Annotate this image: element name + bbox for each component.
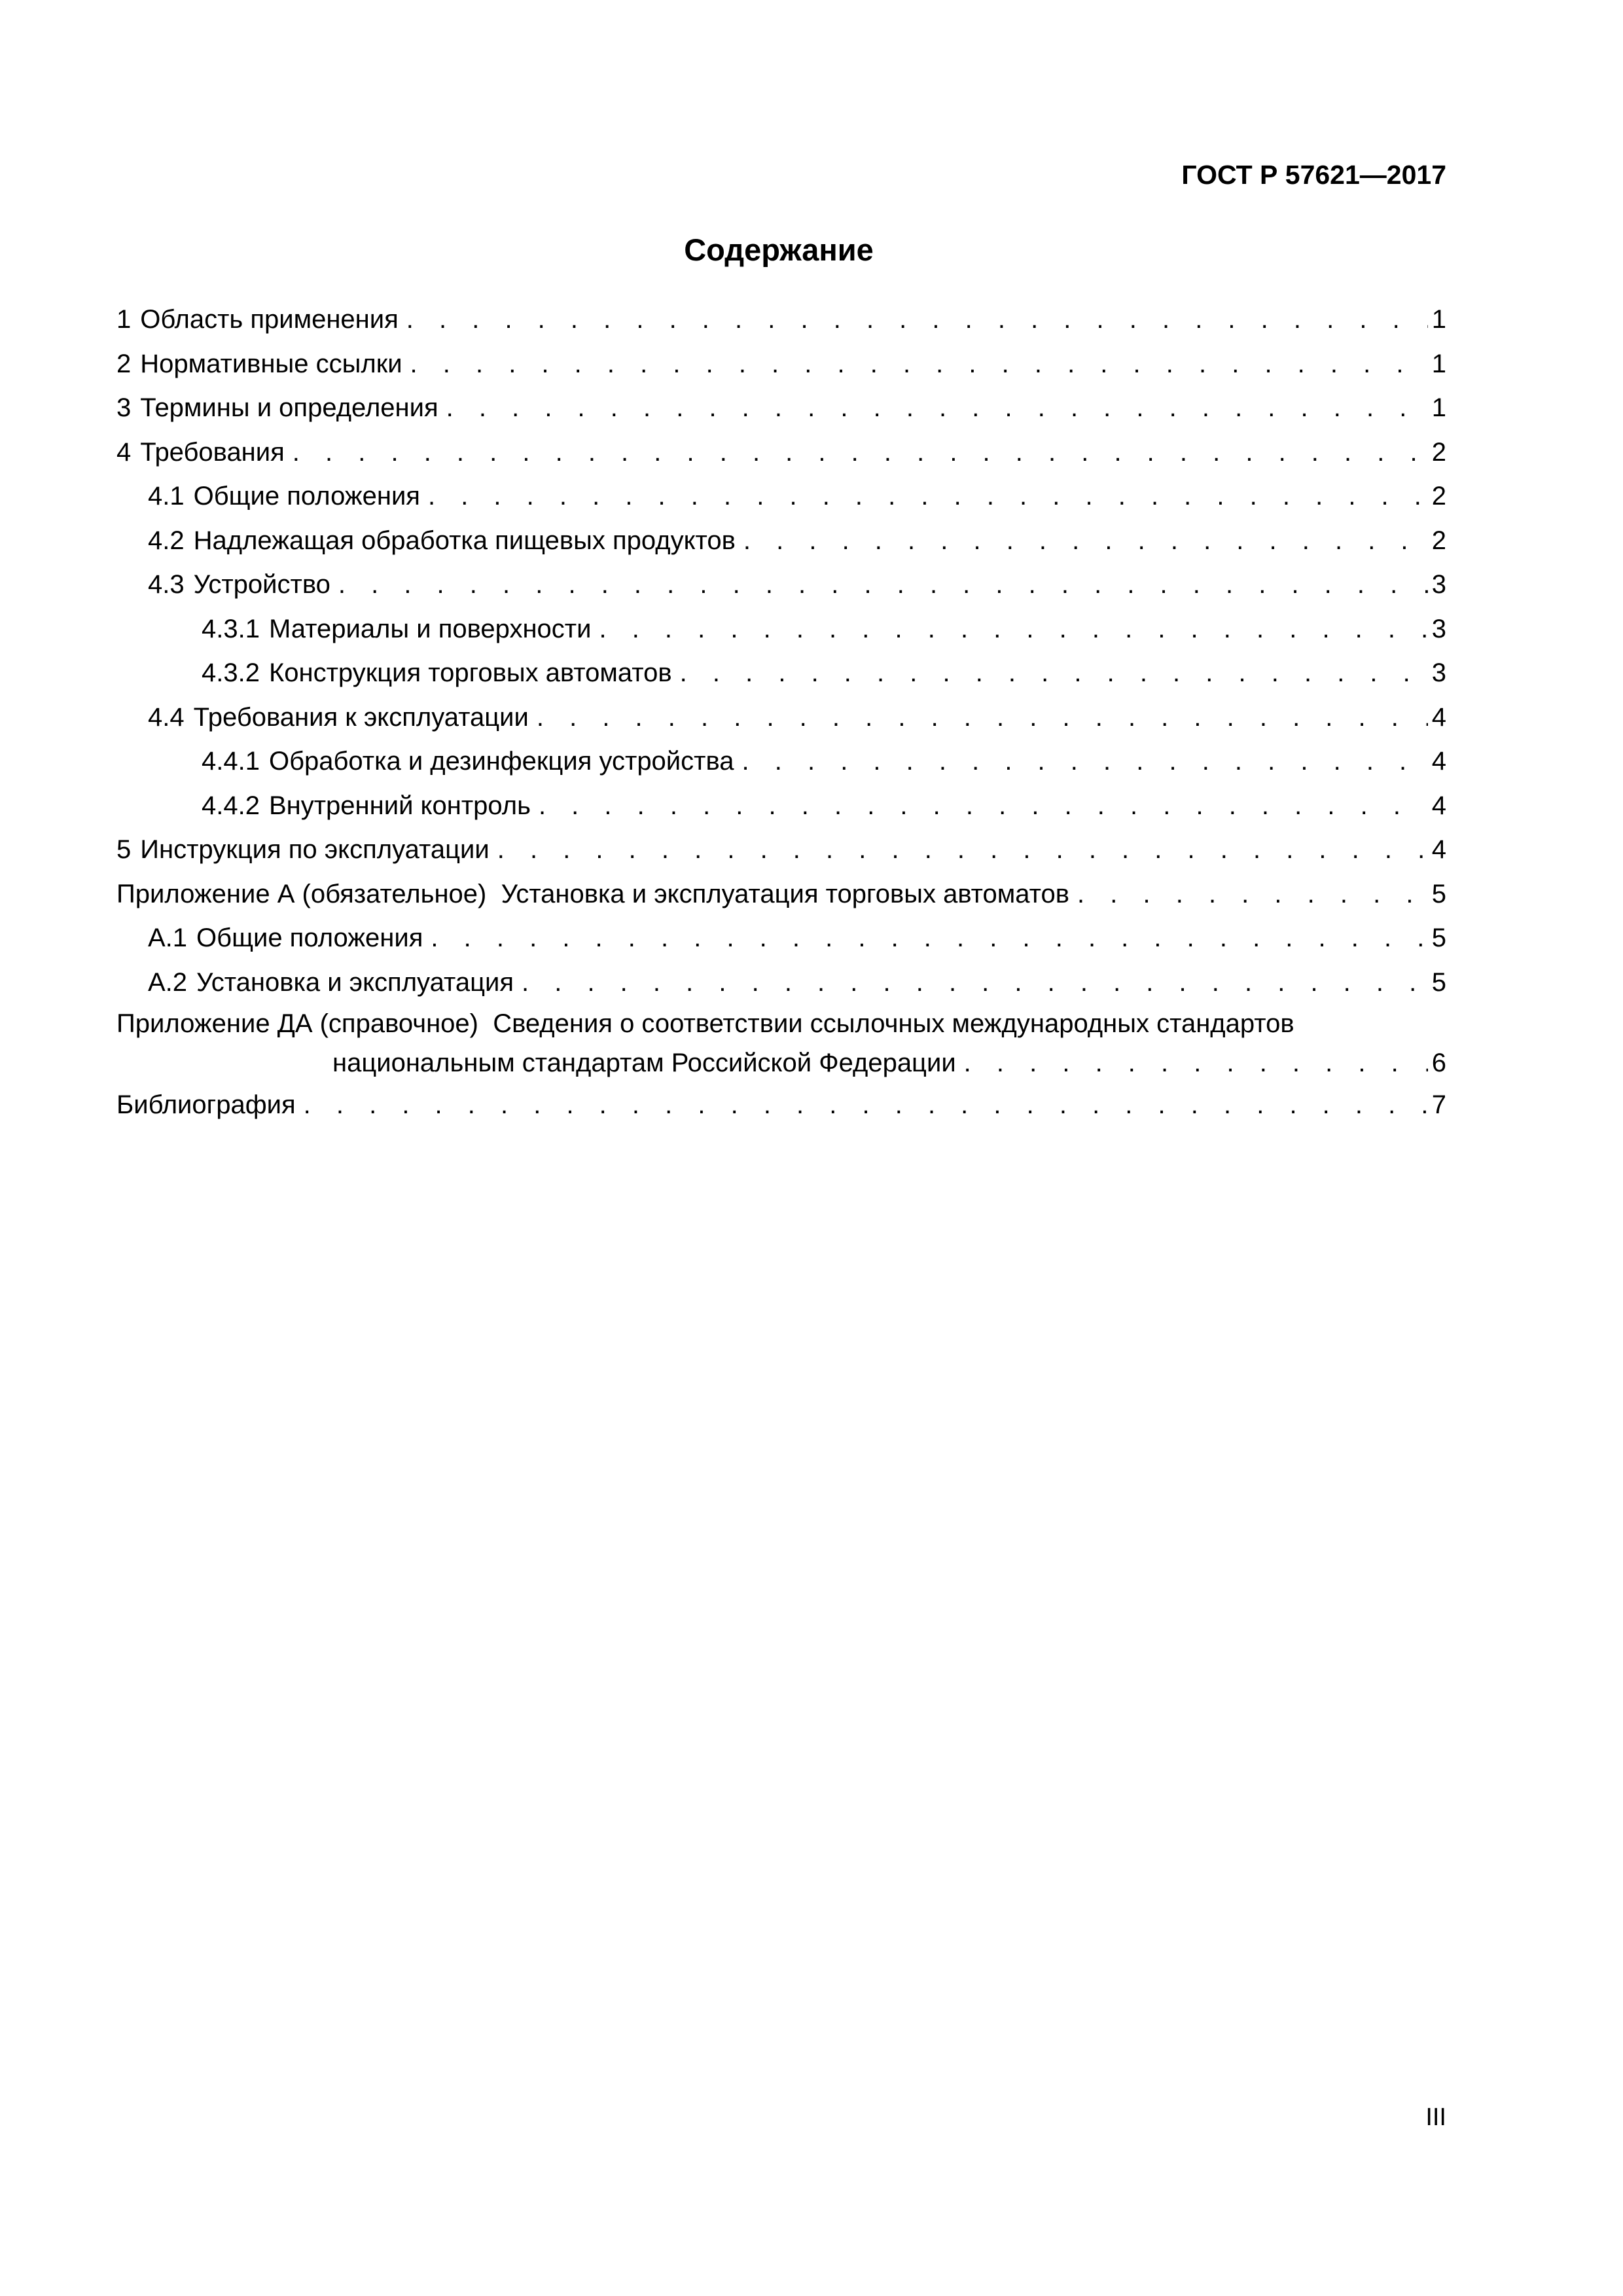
dot-leader — [539, 784, 1428, 829]
toc-entry[interactable] — [116, 696, 1446, 740]
toc-entry-page: 7 — [1431, 1090, 1446, 1119]
table-of-contents — [116, 298, 1446, 1128]
toc-entry-number: 4.4.2 — [202, 791, 260, 820]
dot-leader — [406, 298, 1428, 342]
toc-entry-title: Нормативные ссылки — [140, 349, 402, 378]
dot-leader — [537, 696, 1428, 740]
toc-entry-number: 4.3.1 — [202, 614, 260, 643]
dot-leader — [522, 961, 1428, 1005]
toc-entry-number: А.1 — [148, 924, 188, 952]
dot-leader — [410, 342, 1428, 387]
dot-leader — [680, 651, 1428, 696]
toc-entry-title: Требования к эксплуатации — [193, 702, 529, 732]
toc-entry-number: 4.4.1 — [202, 747, 260, 776]
toc-entry-number: 4.3.2 — [202, 658, 260, 687]
dot-leader — [304, 1083, 1428, 1128]
toc-entry-title: Инструкция по эксплуатации — [140, 835, 490, 864]
dot-leader — [497, 828, 1428, 872]
toc-entry-number: А.2 — [148, 967, 188, 997]
toc-entry-title: Устройство — [193, 570, 330, 599]
toc-entry-page: 1 — [1431, 393, 1446, 422]
toc-entry-page: 3 — [1431, 658, 1446, 687]
toc-entry-bibliography[interactable] — [116, 1083, 1446, 1128]
toc-entry-title: Библиография — [116, 1090, 296, 1119]
toc-entry-title: Внутренний контроль — [268, 791, 531, 820]
toc-entry-page: 2 — [1431, 526, 1446, 555]
toc-entry-title: Общие положения — [193, 482, 420, 511]
toc-entry[interactable] — [116, 475, 1446, 519]
toc-entry-number: 5 — [116, 835, 132, 864]
toc-entry[interactable] — [116, 607, 1446, 652]
toc-entry-title: Требования — [140, 437, 285, 467]
toc-entry-title: Общие положения — [196, 924, 423, 952]
toc-entry-page: 3 — [1431, 570, 1446, 599]
toc-entry-number: 4.2 — [148, 526, 185, 555]
toc-entry-number: 3 — [116, 393, 132, 422]
toc-entry-title: Приложение ДА (справочное) Сведения о соответствии ссылочных международных стандартов — [116, 1009, 1294, 1038]
toc-entry[interactable] — [116, 342, 1446, 387]
toc-entry-number: 4 — [116, 437, 132, 467]
toc-entry-number: 2 — [116, 349, 132, 378]
toc-entry-page: 5 — [1431, 967, 1446, 997]
toc-entry-title: Установка и эксплуатация — [196, 967, 514, 997]
dot-leader — [1077, 872, 1428, 917]
toc-entry-title: Термины и определения — [140, 393, 438, 422]
dot-leader — [428, 475, 1428, 519]
toc-entry-title: Надлежащая обработка пищевых продуктов — [193, 526, 736, 555]
toc-entry[interactable] — [116, 961, 1446, 1005]
dot-leader — [431, 916, 1427, 961]
toc-entry-number: 4.3 — [148, 570, 185, 599]
dot-leader — [964, 1043, 1428, 1083]
toc-entry-title-continued: национальным стандартам Российской Федерации — [332, 1049, 956, 1077]
toc-entry-appendix[interactable] — [116, 1005, 1446, 1083]
toc-entry[interactable] — [116, 740, 1446, 784]
dot-leader — [599, 607, 1427, 652]
toc-entry-page: 2 — [1431, 437, 1446, 467]
toc-title: Содержание — [684, 232, 874, 267]
toc-entry-number: 1 — [116, 305, 132, 334]
toc-entry-title: Обработка и дезинфекция устройства — [268, 747, 734, 776]
toc-entry[interactable] — [116, 784, 1446, 829]
toc-entry[interactable] — [116, 651, 1446, 696]
toc-entry-page: 4 — [1431, 702, 1446, 732]
document-code: ГОСТ Р 57621—2017 — [1181, 160, 1446, 190]
toc-entry[interactable] — [116, 386, 1446, 431]
toc-entry-page: 4 — [1431, 835, 1446, 864]
toc-entry[interactable] — [116, 298, 1446, 342]
toc-entry[interactable] — [116, 563, 1446, 607]
page-number: III — [1425, 2104, 1446, 2131]
toc-entry-page: 4 — [1431, 791, 1446, 820]
toc-entry-page: 1 — [1431, 349, 1446, 378]
toc-entry-number: 4.4 — [148, 702, 185, 732]
toc-entry-page: 4 — [1431, 747, 1446, 776]
toc-entry-title: Материалы и поверхности — [268, 614, 592, 643]
toc-entry-page: 5 — [1431, 879, 1446, 908]
toc-entry-number: 4.1 — [148, 482, 185, 511]
toc-entry-page: 1 — [1431, 305, 1446, 334]
toc-entry-page: 5 — [1431, 924, 1446, 952]
toc-entry-page: 2 — [1431, 482, 1446, 511]
toc-entry[interactable] — [116, 519, 1446, 564]
toc-entry-appendix[interactable] — [116, 872, 1446, 917]
dot-leader — [338, 563, 1428, 607]
toc-entry-page: 6 — [1431, 1049, 1446, 1077]
dot-leader — [743, 519, 1428, 564]
toc-entry-title: Приложение А (обязательное) Установка и эксплуатация торговых автоматов — [116, 879, 1070, 908]
toc-entry[interactable] — [116, 431, 1446, 475]
dot-leader — [293, 431, 1428, 475]
dot-leader — [742, 740, 1428, 784]
dot-leader — [446, 386, 1428, 431]
toc-entry[interactable] — [116, 828, 1446, 872]
toc-entry-title: Область применения — [140, 305, 399, 334]
toc-entry[interactable] — [116, 916, 1446, 961]
toc-entry-page: 3 — [1431, 614, 1446, 643]
toc-entry-title: Конструкция торговых автоматов — [268, 658, 672, 687]
